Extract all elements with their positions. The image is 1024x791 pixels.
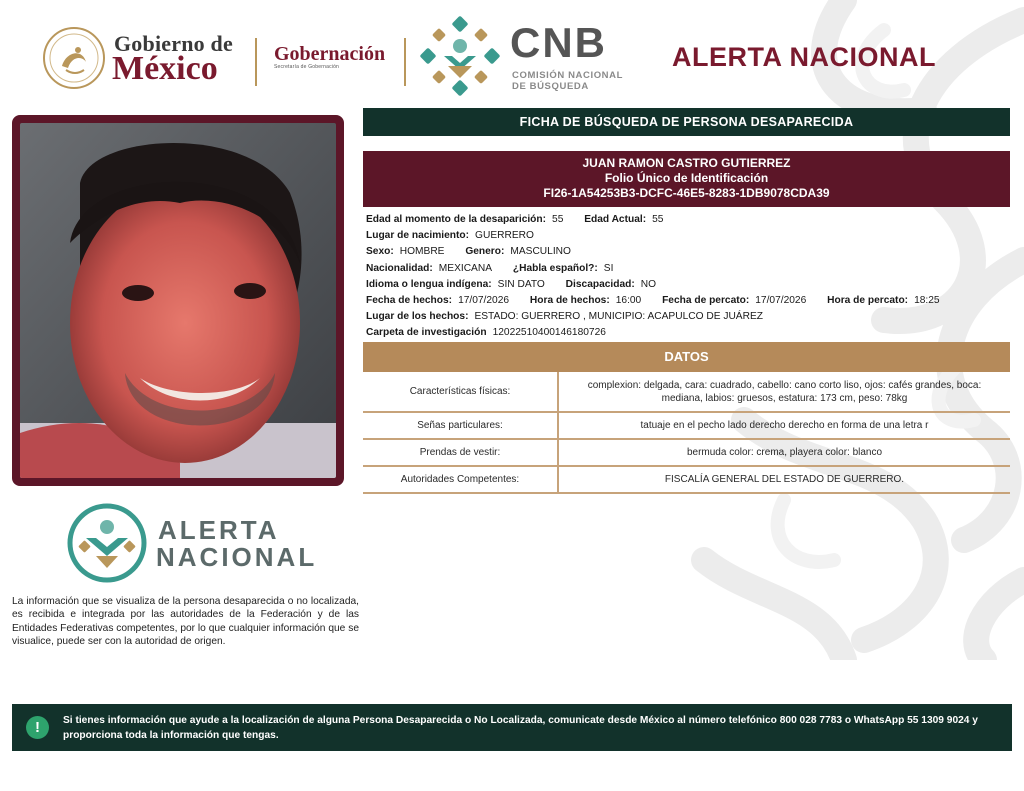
field-value: HOMBRE (399, 246, 445, 258)
alerta-nacional-title: ALERTA NACIONAL (672, 42, 936, 72)
folio-value: FI26-1A54253B3-DCFC-46E5-8283-1DB9078CDA39 (543, 186, 830, 200)
field-row (366, 325, 1006, 341)
field-label: Edad Actual: (584, 214, 647, 225)
field-value: SIN DATO (497, 278, 545, 290)
header-divider (404, 38, 406, 86)
datos-label: Prendas de vestir: (363, 439, 558, 466)
field-value: 55 (652, 214, 664, 225)
field-value: MEXICANA (438, 262, 493, 274)
cnb-subtitle (512, 70, 623, 92)
field-label: Nacionalidad: (366, 262, 433, 274)
field-label: Sexo: (366, 246, 394, 258)
cnb-subtitle-line: DE BÚSQUEDA (512, 81, 589, 92)
field-label: Lugar de nacimiento: (366, 230, 470, 242)
field-row (366, 309, 1006, 325)
field-value: MASCULINO (510, 246, 571, 258)
cnb-logo-icon (420, 16, 500, 96)
person-header (363, 151, 1010, 207)
field-value: 17/07/2026 (755, 295, 807, 307)
datos-label: Autoridades Competentes: (363, 466, 558, 493)
field-value: GUERRERO (475, 230, 534, 242)
mexico-seal-icon (42, 26, 106, 90)
datos-label: Señas particulares: (363, 412, 558, 439)
field-row (366, 228, 1006, 244)
table-row (363, 466, 1010, 493)
missing-person-photo (20, 123, 336, 478)
datos-value: bermuda color: crema, playera color: blanco (558, 439, 1010, 466)
alerta-nacional-logo-icon (66, 502, 148, 584)
person-name: JUAN RAMON CASTRO GUTIERREZ (582, 156, 791, 170)
field-label: Idioma o lengua indígena: (366, 278, 492, 290)
datos-value: complexion: delgada, cara: cuadrado, cabello: cano corto liso, ojos: cafés grandes, boca: mediana, labios: gruesos, estatura: 173 cm, peso: 78kg (558, 372, 1010, 412)
gobierno-text: Gobierno de (114, 31, 233, 56)
field-label: Carpeta de investigación (366, 327, 487, 339)
field-label: Hora de percato: (827, 295, 909, 307)
field-label: Hora de hechos: (529, 295, 610, 307)
field-value: 55 (552, 214, 564, 225)
field-row (366, 277, 1006, 293)
table-row (363, 372, 1010, 412)
person-fields (366, 212, 1006, 342)
field-label: Lugar de los hechos: (366, 311, 469, 323)
table-row (363, 412, 1010, 439)
datos-value: tatuaje en el pecho lado derecho derecho en forma de una letra r (558, 412, 1010, 439)
field-value: SI (603, 262, 614, 274)
field-label: ¿Habla español?: (512, 262, 598, 274)
datos-value: FISCALÍA GENERAL DEL ESTADO DE GUERRERO. (558, 466, 1010, 493)
field-value: NO (640, 278, 657, 290)
nacional-logo-text: NACIONAL (156, 542, 318, 572)
header (0, 0, 1024, 100)
footer-banner (12, 704, 1012, 751)
gobernacion-subtitle: Secretaría de Gobernación (274, 64, 340, 70)
field-value: ESTADO: GUERRERO , MUNICIPIO: ACAPULCO DE JUÁREZ (474, 311, 763, 323)
datos-label: Características físicas: (363, 372, 558, 412)
field-value: 17/07/2026 (458, 295, 510, 307)
field-label: Fecha de percato: (662, 295, 750, 307)
field-row (366, 293, 1006, 309)
cnb-text: CNB (510, 19, 607, 66)
footer-text: Si tienes información que ayude a la localización de alguna Persona Desaparecida o No Localizada, comunicate desde México al número telefónico 800 028 7783 o WhatsApp 55 1309 9024 y proporciona toda la información que tengas. (63, 715, 978, 741)
datos-table (363, 372, 1010, 494)
field-row (366, 212, 1006, 228)
field-value: 16:00 (615, 295, 642, 307)
datos-header: DATOS (363, 342, 1010, 372)
field-row (366, 244, 1006, 260)
ficha-title-bar: FICHA DE BÚSQUEDA DE PERSONA DESAPARECIDA (363, 108, 1010, 136)
folio-label: Folio Único de Identificación (604, 171, 769, 185)
field-row (366, 261, 1006, 277)
disclaimer-text: La información que se visualiza de la persona desaparecida o no localizada, es recibida e integrada por las autoridades de la Federación y de las Entidades Federativas competentes, por lo que cualquier información que se visualice, puede ser con la autoridad de origen. (12, 596, 359, 647)
gobernacion-text: Gobernación (274, 43, 386, 65)
mexico-text: México (112, 50, 218, 87)
field-label: Genero: (465, 246, 505, 258)
photo-frame (12, 115, 344, 486)
field-label: Fecha de hechos: (366, 295, 453, 307)
field-value: 12022510400146180726 (492, 327, 606, 339)
field-label: Edad al momento de la desaparición: (366, 214, 547, 225)
alert-icon: ! (26, 716, 49, 739)
cnb-subtitle-line: COMISIÓN NACIONAL (512, 70, 624, 81)
field-value: 18:25 (914, 295, 940, 307)
field-label: Discapacidad: (565, 278, 635, 290)
alerta-logo-text: ALERTA (158, 515, 280, 545)
table-row (363, 439, 1010, 466)
header-divider (255, 38, 257, 86)
